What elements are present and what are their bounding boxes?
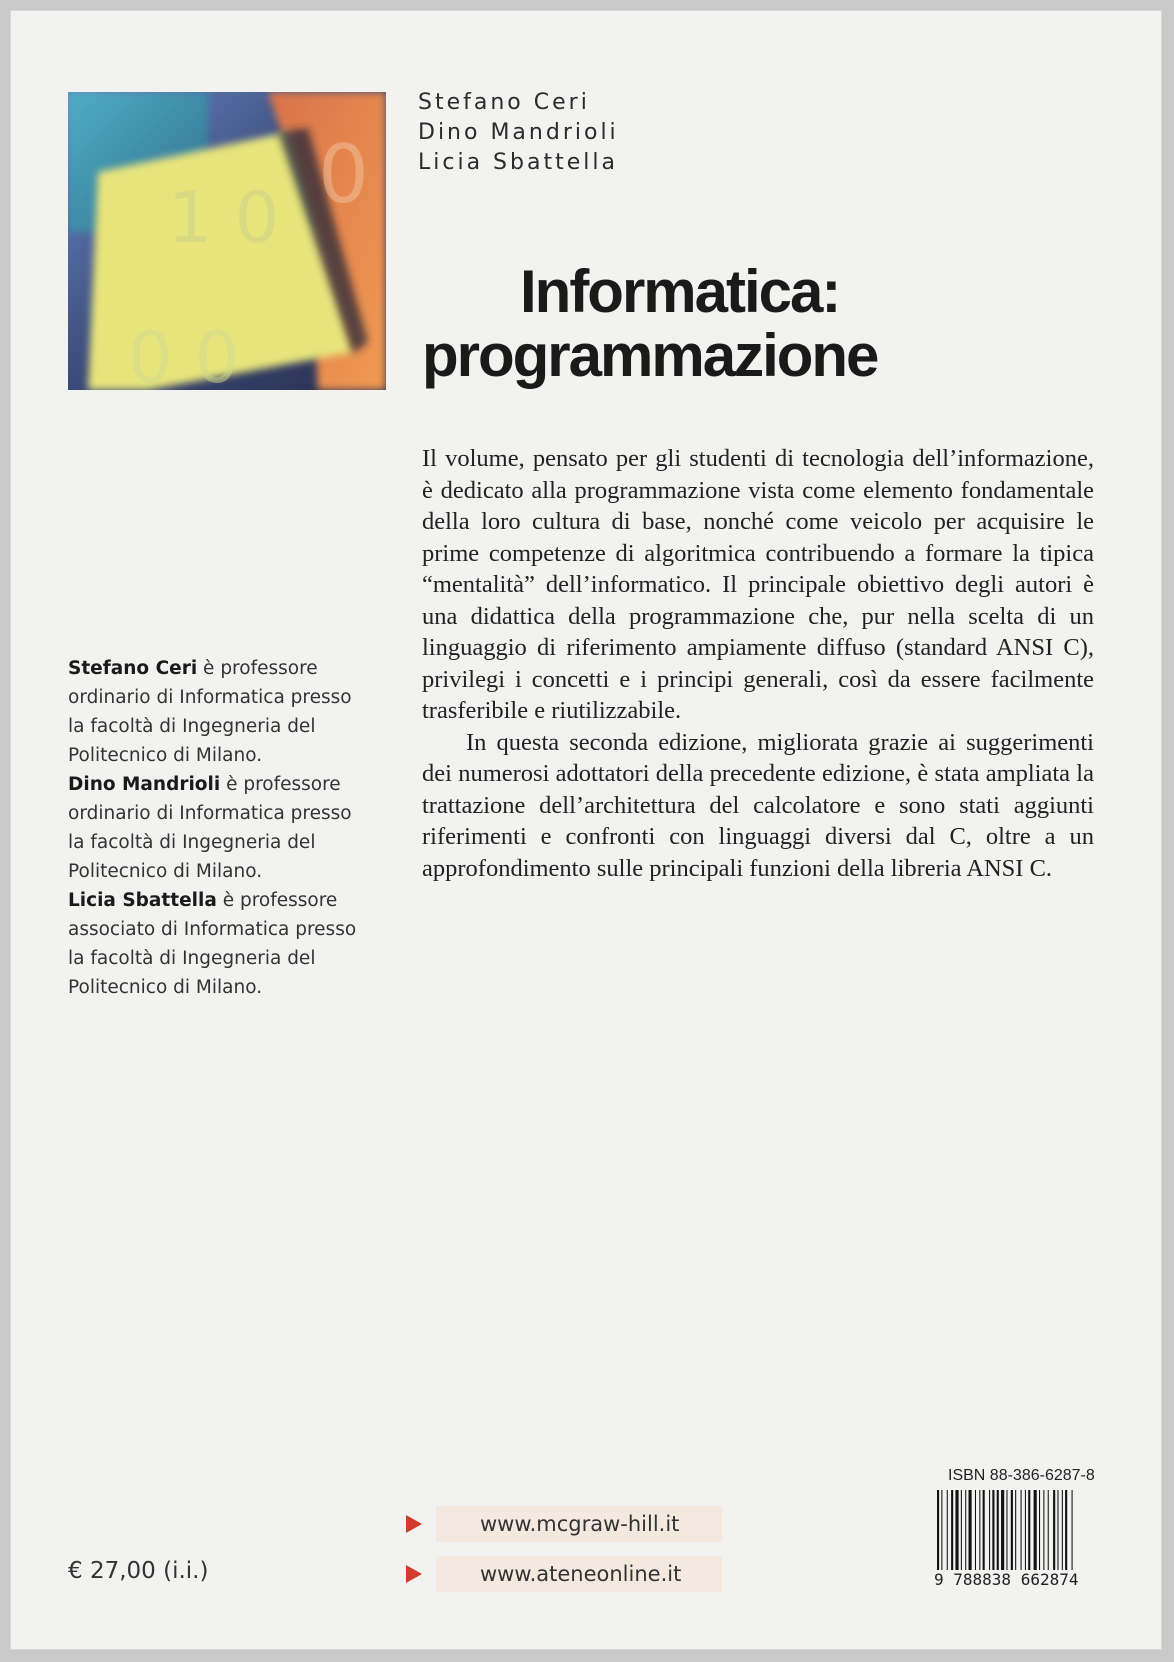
barcode-bar xyxy=(961,1490,962,1570)
barcode-bar xyxy=(989,1490,990,1570)
description-paragraph: Il volume, pensato per gli studenti di tecnologia dell’informazione, è dedicato alla programmazione vista come elemento fondamentale della loro cultura di base, nonché come veicolo per acquisire le prime competenze di algoritmica contribuendo a formare la tipica “mentalità” dell’informatico. Il principale obiettivo degli autori è una didattica della programmazione che, pur nella scelta di un linguaggio di riferimento ampiamente diffuso (standard ANSI C), privilegi i concetti e i principi generali, così da essere facilmente trasferibile e riutilizzabile. xyxy=(422,445,1094,724)
author-bio xyxy=(68,886,368,1002)
barcode-bar xyxy=(955,1490,958,1570)
publisher-link-ateneonline[interactable]: www.ateneonline.it xyxy=(436,1556,722,1592)
barcode-bar xyxy=(1028,1490,1030,1570)
barcode-bar xyxy=(937,1490,939,1570)
barcode-bar xyxy=(1025,1490,1026,1570)
barcode-bar xyxy=(1043,1490,1044,1570)
publisher-link-row xyxy=(406,1506,722,1542)
isbn-label: ISBN 88-386-6287-8 xyxy=(948,1467,1095,1484)
barcode-bar xyxy=(983,1490,985,1570)
author-bio-text: è professore associato di Informatica presso la facoltà di Ingegneria del Politecnico di Milano. xyxy=(68,890,357,998)
barcode-bar xyxy=(1062,1490,1063,1570)
price-label: € 27,00 (i.i.) xyxy=(68,1558,209,1584)
book-back-cover xyxy=(10,10,1162,1650)
arrow-right-icon xyxy=(406,1565,422,1583)
author-bio xyxy=(68,654,368,770)
barcode-bar xyxy=(951,1490,953,1570)
svg-text:1 0: 1 0 xyxy=(168,177,280,259)
barcode-bar xyxy=(1057,1490,1058,1570)
author-bio-text: è professore ordinario di Informatica presso la facoltà di Ingegneria del Politecnico di Milano. xyxy=(68,658,352,766)
barcode-bar xyxy=(1065,1490,1067,1570)
barcode-bar xyxy=(1072,1490,1073,1570)
barcode-bar xyxy=(969,1490,972,1570)
barcode-bar xyxy=(979,1490,980,1570)
barcode-bar xyxy=(941,1490,942,1570)
author-name: Stefano Ceri xyxy=(418,90,590,115)
cover-artwork xyxy=(68,92,386,390)
svg-text:0: 0 xyxy=(318,128,369,221)
book-title-line-2: programmazione xyxy=(422,322,878,389)
description-paragraph: In questa seconda edizione, migliorata grazie ai suggerimenti dei numerosi adottatori della precedente edizione, è stata ampliata la trattazione dell’architettura del calcolatore e sono stati aggiunti riferimenti e confronti con linguaggi diversi dal C, oltre a un approfondimento sulle principali funzioni della libreria ANSI C. xyxy=(422,728,1094,882)
svg-text:0 0: 0 0 xyxy=(128,317,240,390)
book-description xyxy=(422,443,1094,884)
barcode-bar xyxy=(965,1490,966,1570)
author-bio-name: Licia Sbattella xyxy=(68,890,217,911)
barcode-bar xyxy=(1001,1490,1004,1570)
barcode-bar xyxy=(975,1490,976,1570)
book-title xyxy=(422,260,877,388)
barcode-bar xyxy=(1039,1490,1040,1570)
publisher-link-mcgraw-hill[interactable]: www.mcgraw-hill.it xyxy=(436,1506,722,1542)
barcode-bar xyxy=(1006,1490,1007,1570)
author-bios xyxy=(68,654,368,1002)
author-bio-text: è professore ordinario di Informatica presso la facoltà di Ingegneria del Politecnico di Milano. xyxy=(68,774,352,882)
author-name: Licia Sbattella xyxy=(418,150,618,175)
barcode-bar xyxy=(997,1490,999,1570)
barcode-bar xyxy=(1048,1490,1049,1570)
author-bio xyxy=(68,770,368,886)
arrow-right-icon xyxy=(406,1515,422,1533)
barcode-digits: 9 788838 662874 xyxy=(934,1570,1079,1589)
barcode-bar xyxy=(1015,1490,1016,1570)
barcode-bar xyxy=(1053,1490,1055,1570)
barcode-bar xyxy=(947,1490,948,1570)
barcode-bar xyxy=(992,1490,994,1570)
barcode-bar xyxy=(1011,1490,1013,1570)
publisher-link-row xyxy=(406,1556,722,1592)
author-list xyxy=(418,88,619,178)
barcode-bar xyxy=(1021,1490,1022,1570)
author-bio-name: Stefano Ceri xyxy=(68,658,198,679)
barcode xyxy=(936,1490,1102,1570)
cover-artwork-graphic xyxy=(68,92,386,390)
author-bio-name: Dino Mandrioli xyxy=(68,774,221,795)
barcode-bar xyxy=(1034,1490,1037,1570)
author-name: Dino Mandrioli xyxy=(418,120,619,145)
book-title-line-1: Informatica: xyxy=(520,258,840,325)
